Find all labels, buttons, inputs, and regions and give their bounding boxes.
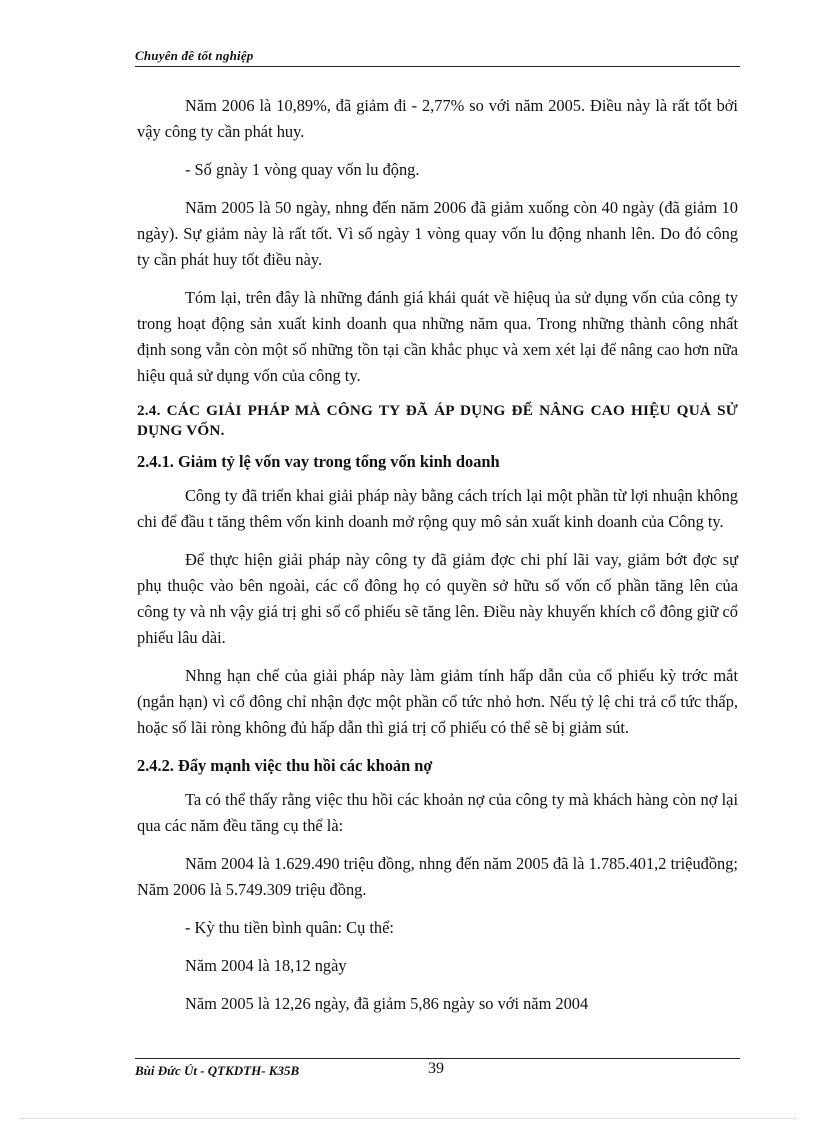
- header-divider: [135, 66, 740, 67]
- paragraph: Năm 2004 là 18,12 ngày: [185, 956, 347, 975]
- paragraph: - Kỳ thu tiền bình quân: Cụ thể:: [185, 918, 394, 937]
- paragraph: Nhng hạn chế của giải pháp này làm giảm tính hấp dẫn của cổ phiếu kỳ trớc mắt (ngắn hạn) vì cổ đông chỉ nhận đợc một phần cổ tức nhỏ hơn. Nếu tỷ lệ chi trả cổ tức thấp, hoặc số lãi ròng không đủ hấp dẫn thì giá trị cổ phiếu có thể sẽ bị giảm sút.: [137, 666, 738, 737]
- paragraph: Năm 2006 là 10,89%, đã giảm đi - 2,77% so với năm 2005. Điều này là rất tốt bởi vậy công ty cần phát huy.: [137, 96, 738, 141]
- page-edge-dotted-line: [20, 1118, 796, 1119]
- footer-divider: [135, 1058, 740, 1059]
- footer-author: Bùi Đức Út - QTKDTH- K35B: [135, 1063, 300, 1078]
- paragraph: Tóm lại, trên đây là những đánh giá khái quát về hiệuq ủa sử dụng vốn của công ty trong hoạt động sản xuất kinh doanh qua những năm qua. Trong những thành công nhất định song vẫn còn một số những tồn tại cần khắc phục và xem xét lại để nâng cao hơn nữa hiệu quả sử dụng vốn của công ty.: [137, 288, 738, 385]
- document-body: [137, 93, 738, 1029]
- subsection-heading-2-4-2: 2.4.2. Đẩy mạnh việc thu hồi các khoản nợ: [137, 756, 433, 775]
- section-heading-2-4: 2.4. CÁC GIẢI PHÁP MÀ CÔNG TY ĐÃ ÁP DỤNG ĐỂ NÂNG CAO HIỆU QUẢ SỬ DỤNG VỐN.: [137, 402, 738, 439]
- subsection-heading-2-4-1: 2.4.1. Giảm tỷ lệ vốn vay trong tổng vốn kinh doanh: [137, 452, 500, 471]
- running-header: Chuyên đề tốt nghiệp: [135, 48, 254, 63]
- paragraph: Năm 2004 là 1.629.490 triệu đồng, nhng đến năm 2005 đã là 1.785.401,2 triệuđồng; Năm 2006 là 5.749.309 triệu đồng.: [137, 854, 738, 899]
- page-number: 39: [428, 1060, 444, 1077]
- paragraph: - Số gnày 1 vòng quay vốn lu động.: [185, 160, 420, 179]
- paragraph: Năm 2005 là 50 ngày, nhng đến năm 2006 đã giảm xuống còn 40 ngày (đã giảm 10 ngày). Sự giảm này là rất tốt. Vì số ngày 1 vòng quay vốn lu động nhanh lên. Do đó công ty cần phát huy tốt điều này.: [137, 198, 738, 269]
- paragraph: Năm 2005 là 12,26 ngày, đã giảm 5,86 ngày so với năm 2004: [185, 994, 589, 1013]
- paragraph: Công ty đã triển khai giải pháp này bằng cách trích lại một phần từ lợi nhuận không chi để đầu t tăng thêm vốn kinh doanh mở rộng quy mô sản xuất kinh doanh của Công ty.: [137, 486, 738, 531]
- paragraph: Ta có thể thấy rằng việc thu hồi các khoản nợ của công ty mà khách hàng còn nợ lại qua các năm đều tăng cụ thể là:: [137, 790, 738, 835]
- paragraph: Để thực hiện giải pháp này công ty đã giảm đợc chi phí lãi vay, giảm bớt đợc sự phụ thuộc vào bên ngoài, các cổ đông họ có quyền sở hữu số vốn cố phần tăng lên của công ty và nh vậy giá trị ghi sổ cổ phiếu sẽ tăng lên. Điều này khuyến khích cổ đông giữ cổ phiếu lâu dài.: [137, 550, 738, 647]
